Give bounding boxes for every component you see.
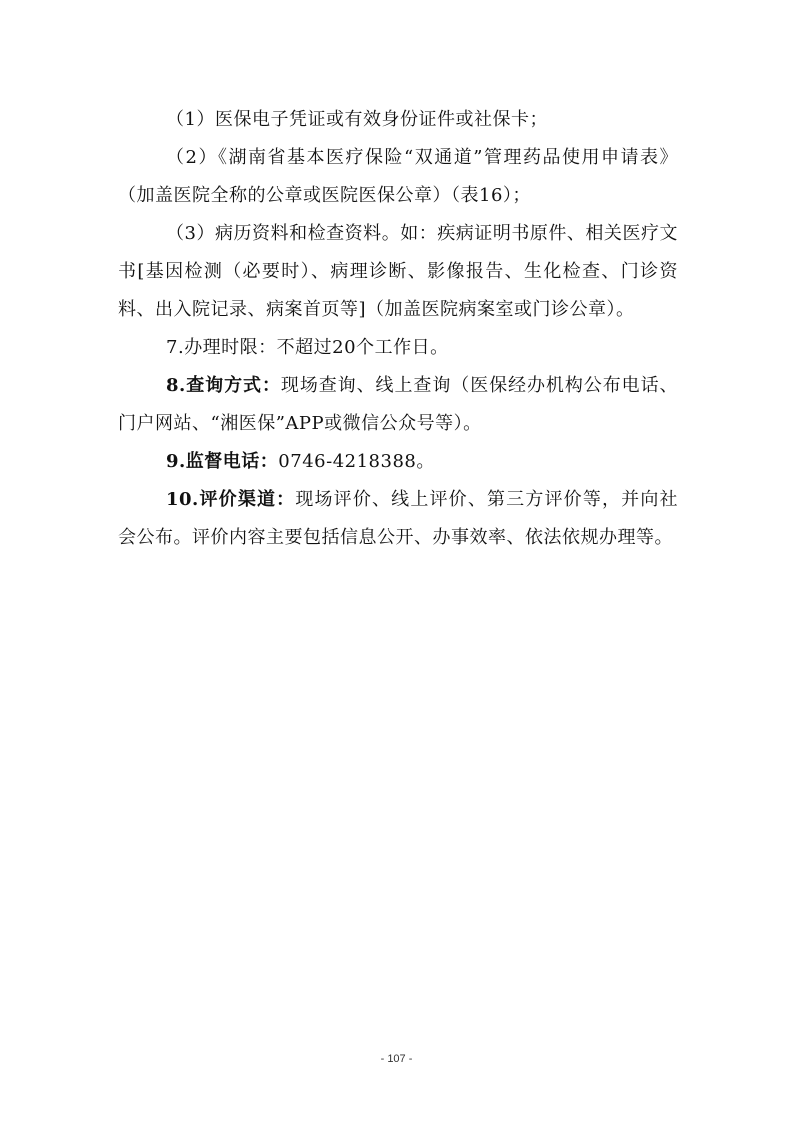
- item-text: （1）医保电子凭证或有效身份证件或社保卡；: [166, 109, 548, 130]
- processing-time: [118, 329, 678, 367]
- item-label: 7.: [166, 337, 185, 358]
- item-label: 9.监督电话：: [166, 451, 279, 472]
- query-method: [118, 367, 678, 443]
- material-item-1: [118, 101, 678, 139]
- supervision-phone: [118, 443, 678, 481]
- item-text: 现场评价、线上评价、第三方评价等，并向社会公布。评价内容主要包括信息公开、办事效率、依法依规办理等。: [118, 489, 678, 548]
- page-number: - 107 -: [380, 1053, 413, 1065]
- item-text: （2）《湖南省基本医疗保险“双通道”管理药品使用申请表》（加盖医院全称的公章或医院医保公章）（表16）；: [118, 147, 678, 206]
- item-text: 办理时限：不超过20个工作日。: [184, 337, 449, 358]
- item-text: （3）病历资料和检查资料。如：疾病证明书原件、相关医疗文书[基因检测（必要时）、病理诊断、影像报告、生化检查、门诊资料、出入院记录、病案首页等]（加盖医院病案室或门诊公章）。: [118, 223, 678, 320]
- item-text: 0746-4218388。: [278, 451, 435, 472]
- evaluation-channel: [118, 481, 678, 557]
- material-item-3: [118, 215, 678, 329]
- document-body: [118, 101, 678, 557]
- material-item-2: [118, 139, 678, 215]
- item-label: 10.评价渠道：: [166, 489, 296, 510]
- item-label: 8.查询方式：: [166, 375, 281, 396]
- item-text: 现场查询、线上查询（医保经办机构公布电话、门户网站、“湘医保”APP或微信公众号等）。: [118, 375, 679, 434]
